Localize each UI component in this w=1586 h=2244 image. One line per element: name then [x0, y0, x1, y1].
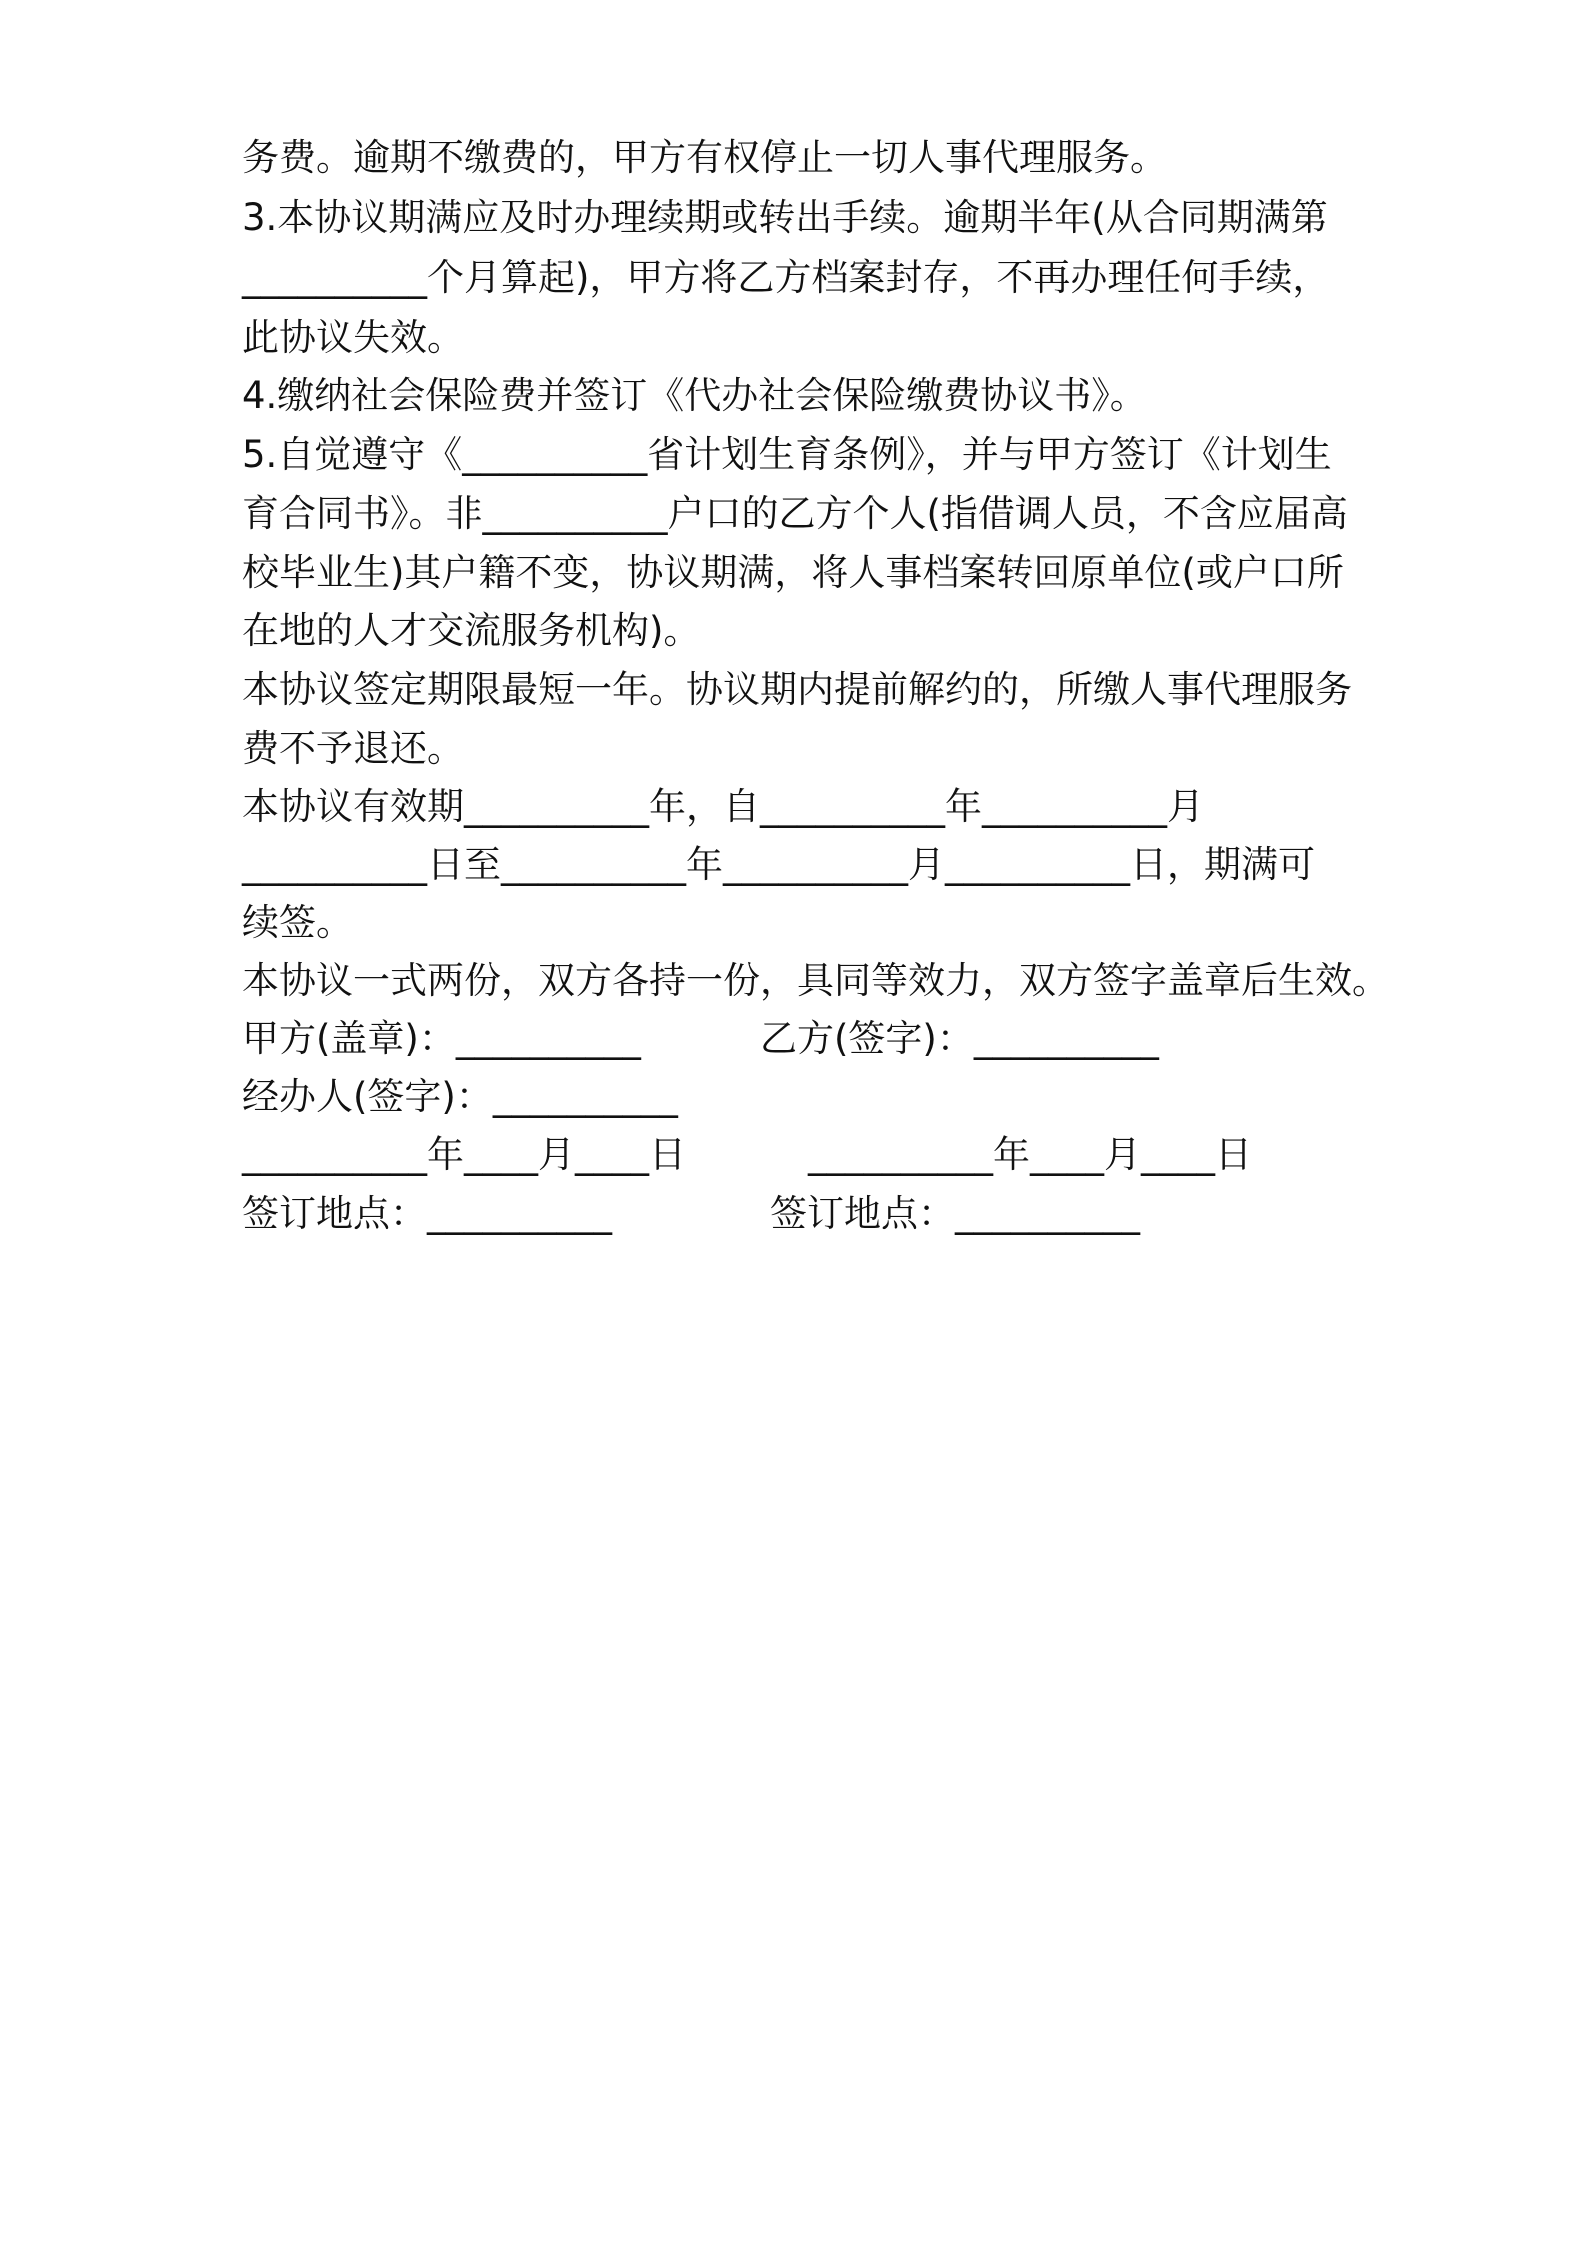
paragraph-line-5: 4.缴纳社会保险费并签订《代办社会保险缴费协议书》。	[242, 374, 1147, 417]
paragraph-line-11: 费不予退还。	[242, 727, 464, 770]
paragraph-line-8: 校毕业生)其户籍不变，协议期满，将人事档案转回原单位(或户口所	[242, 551, 1344, 594]
party-b-place-field: 签订地点：__________	[770, 1192, 1140, 1235]
paragraph-line-4: 此协议失效。	[242, 316, 464, 359]
paragraph-line-10: 本协议签定期限最短一年。协议期内提前解约的，所缴人事代理服务	[242, 668, 1352, 711]
paragraph-line-14: 续签。	[242, 901, 353, 944]
party-a-place-field: 签订地点：__________	[242, 1192, 612, 1235]
paragraph-line-13: __________日至__________年__________月__________日，期满可	[242, 843, 1315, 886]
handler-sign-field: 经办人(签字)：__________	[242, 1075, 678, 1118]
paragraph-line-12: 本协议有效期__________年，自__________年__________月	[242, 785, 1204, 828]
party-b-sign-field: 乙方(签字)：__________	[760, 1017, 1159, 1060]
party-b-date-field: __________年____月____日	[808, 1133, 1252, 1176]
paragraph-line-15: 本协议一式两份，双方各持一份，具同等效力，双方签字盖章后生效。	[242, 959, 1389, 1002]
paragraph-line-6: 5.自觉遵守《__________省计划生育条例》，并与甲方签订《计划生	[242, 433, 1332, 476]
party-a-date-field: __________年____月____日	[242, 1133, 686, 1176]
party-a-seal-field: 甲方(盖章)：__________	[242, 1017, 641, 1060]
paragraph-line-3: __________个月算起)，甲方将乙方档案封存，不再办理任何手续，	[242, 256, 1330, 299]
paragraph-line-1: 务费。逾期不缴费的，甲方有权停止一切人事代理服务。	[242, 136, 1167, 179]
paragraph-line-7: 育合同书》。非__________户口的乙方个人(指借调人员，不含应届高	[242, 492, 1348, 535]
paragraph-line-9: 在地的人才交流服务机构)。	[242, 609, 701, 652]
paragraph-line-2: 3.本协议期满应及时办理续期或转出手续。逾期半年(从合同期满第	[242, 196, 1328, 239]
